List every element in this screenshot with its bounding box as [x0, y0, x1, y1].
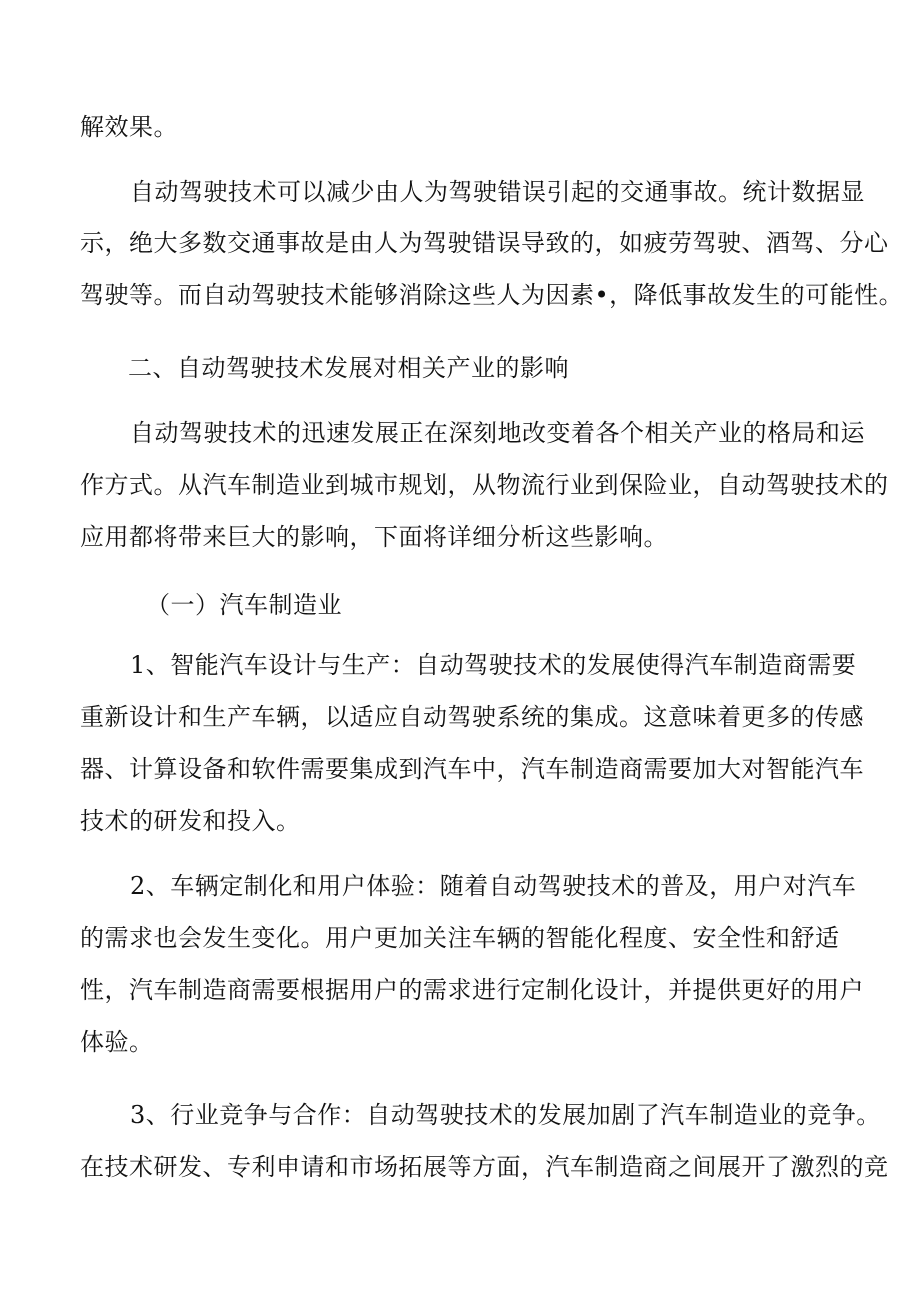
text-line: 解效果。 [80, 113, 178, 141]
text-line: 1、智能汽车设计与生产：自动驾驶技术的发展使得汽车制造商需要 [130, 651, 857, 679]
text-line: 技术的研发和投入。 [80, 807, 301, 835]
text-line: 体验。 [80, 1028, 154, 1056]
section-heading: 二、自动驾驶技术发展对相关产业的影响 [128, 354, 569, 382]
text-line: 自动驾驶技术的迅速发展正在深刻地改变着各个相关产业的格局和运 [130, 419, 865, 447]
text-line: 性，汽车制造商需要根据用户的需求进行定制化设计，并提供更好的用户 [80, 976, 864, 1004]
subsection-heading: （一）汽车制造业 [146, 591, 342, 619]
text-line: 器、计算设备和软件需要集成到汽车中，汽车制造商需要加大对智能汽车 [80, 755, 864, 783]
text-line: 自动驾驶技术可以减少由人为驾驶错误引起的交通事故。统计数据显 [130, 178, 865, 206]
text-line: 示，绝大多数交通事故是由人为驾驶错误导致的，如疲劳驾驶、酒驾、分心 [80, 229, 889, 257]
text-line: 重新设计和生产车辆，以适应自动驾驶系统的集成。这意味着更多的传感 [80, 703, 864, 731]
text-line: 作方式。从汽车制造业到城市规划，从物流行业到保险业，自动驾驶技术的 [80, 471, 889, 499]
text-line: 在技术研发、专利申请和市场拓展等方面，汽车制造商之间展开了激烈的竞 [80, 1153, 889, 1181]
text-line: 驾驶等。而自动驾驶技术能够消除这些人为因素•，降低事故发生的可能性。 [80, 281, 904, 309]
text-line: 的需求也会发生变化。用户更加关注车辆的智能化程度、安全性和舒适 [80, 924, 840, 952]
text-line: 应用都将带来巨大的影响，下面将详细分析这些影响。 [80, 523, 668, 551]
text-line: 2、车辆定制化和用户体验：随着自动驾驶技术的普及，用户对汽车 [130, 872, 857, 900]
text-line: 3、行业竞争与合作：自动驾驶技术的发展加剧了汽车制造业的竞争。 [130, 1101, 881, 1129]
